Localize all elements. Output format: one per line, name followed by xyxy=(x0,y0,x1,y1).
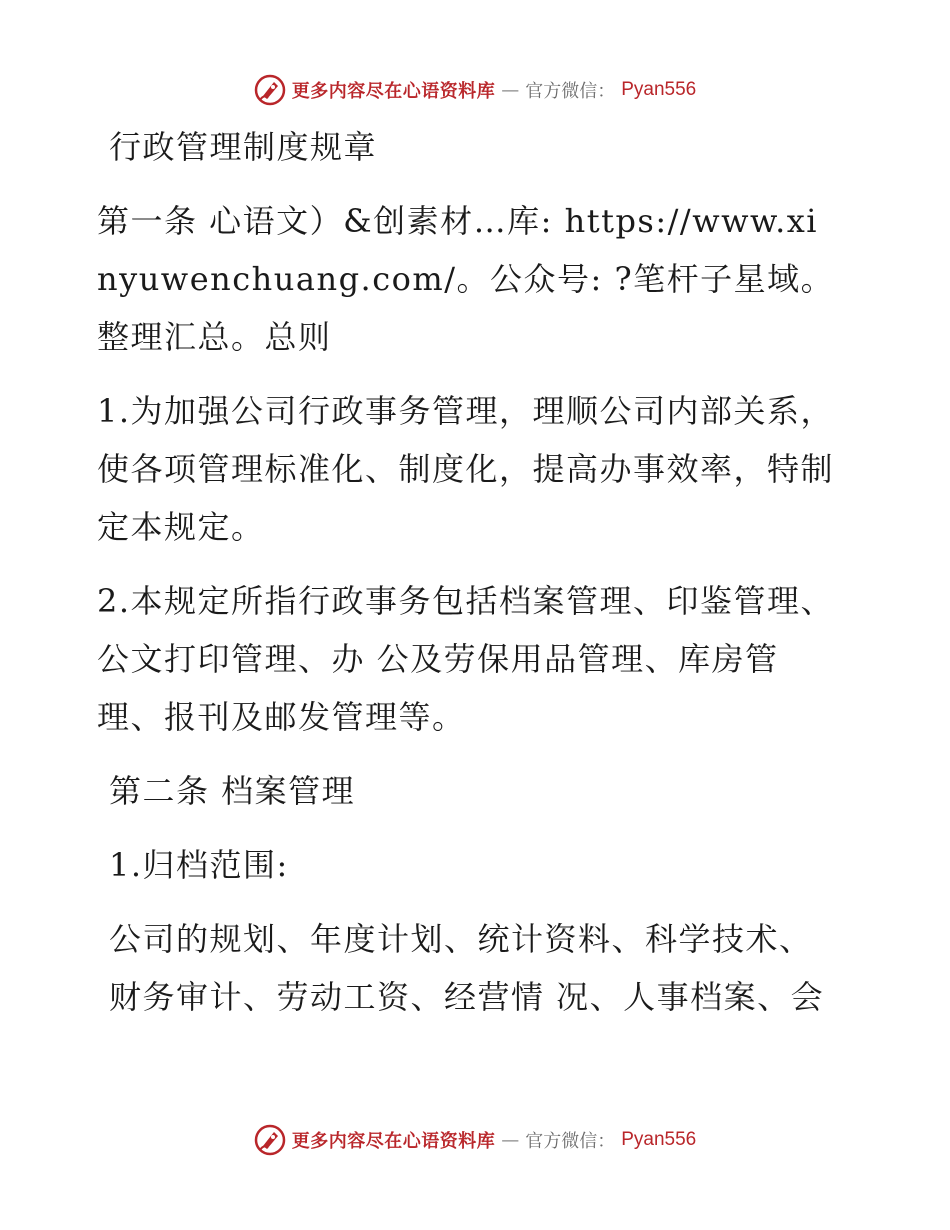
pen-nib-logo-icon xyxy=(254,1124,286,1156)
document-title: 行政管理制度规章 xyxy=(109,128,378,166)
separator-dash: — xyxy=(501,1129,520,1151)
separator-dash: — xyxy=(501,79,520,101)
footer-banner xyxy=(0,1118,950,1162)
wechat-id: Pyan556 xyxy=(621,79,697,100)
footer-banner-content xyxy=(254,1124,697,1156)
wechat-label: 官方微信： xyxy=(525,1131,616,1152)
pen-nib-logo-icon xyxy=(254,74,286,106)
header-banner-content xyxy=(254,74,697,106)
subsection-heading: 1.归档范围: xyxy=(109,846,289,884)
paragraph-3: 2.本规定所指行政事务包括档案管理、印鉴管理、公文打印管理、办 公及劳保用品管理、库房管理、报刊及邮发管理等。 xyxy=(97,582,835,736)
wechat-id: Pyan556 xyxy=(621,1129,697,1150)
paragraph-1: 第一条 心语文）&创素材…库: https://www.xinyuwenchuang.com/。公众号: ?笔杆子星域。整理汇总。总则 xyxy=(97,202,835,356)
document-body xyxy=(97,118,837,1026)
site-name-text: 更多内容尽在心语资料库 xyxy=(291,81,496,102)
paragraph-2: 1.为加强公司行政事务管理，理顺公司内部关系，使各项管理标准化、制度化，提高办事效率，特制定本规定。 xyxy=(97,392,835,546)
site-name-text: 更多内容尽在心语资料库 xyxy=(291,1131,496,1152)
section-heading-2: 第二条 档案管理 xyxy=(109,772,356,810)
wechat-label: 官方微信： xyxy=(525,81,616,102)
paragraph-4: 公司的规划、年度计划、统计资料、科学技术、财务审计、劳动工资、经营情 况、人事档案、会 xyxy=(109,920,825,1016)
header-banner xyxy=(0,68,950,112)
